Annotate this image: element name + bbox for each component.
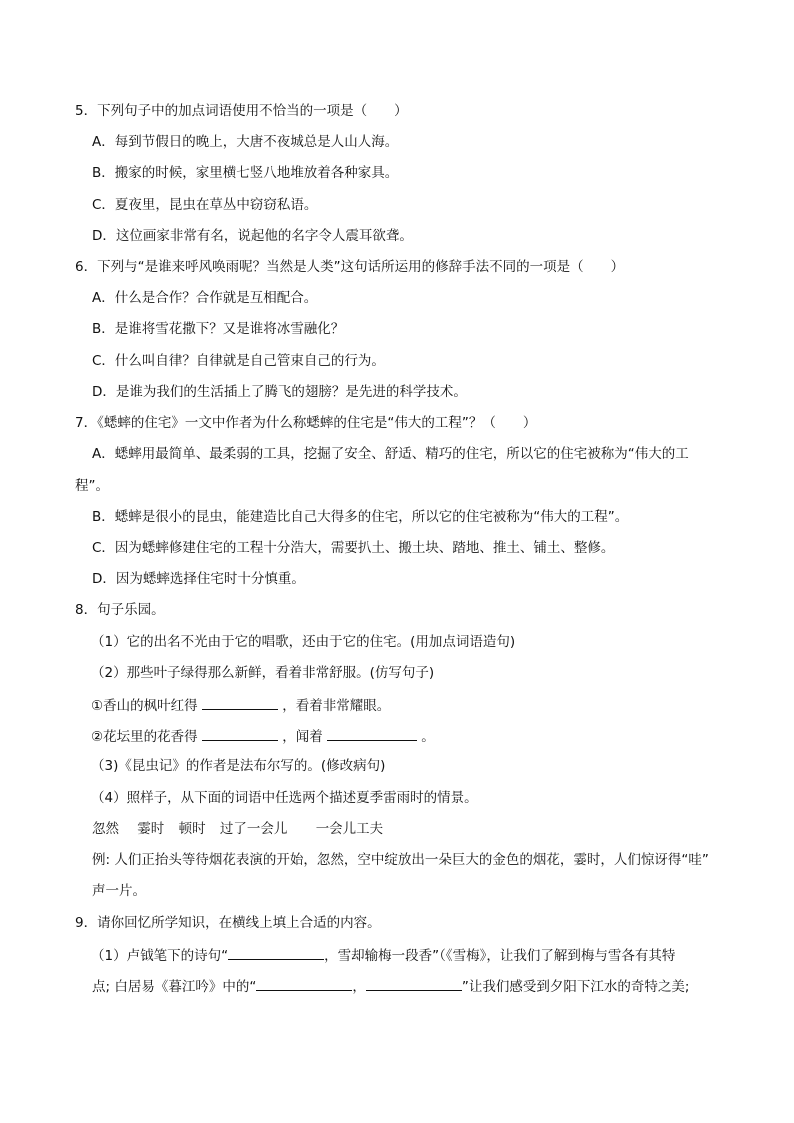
q7-option-a-cont: 程”。 xyxy=(75,478,109,494)
q8-word-list xyxy=(92,820,383,838)
q8-s2-blank-1[interactable] xyxy=(202,726,278,741)
q8-part-3: （3)《昆虫记》的作者是法布尔写的。(修改病句) xyxy=(91,758,386,774)
q6-option-d: D．是谁为我们的生活插上了腾飞的翅膀？是先进的科学技术。 xyxy=(92,384,467,400)
q9-p2-start: 点; 白居易《暮江吟》中的“ xyxy=(92,979,257,995)
q6-option-c: C．什么叫自律？自律就是自己管束自己的行为。 xyxy=(92,353,385,369)
q9-p1-mid: ，雪却输梅一段香”（《雪梅》，让我们了解到梅与雪各有其特 xyxy=(324,948,676,964)
q8-s1-start: ①香山的枫叶红得 xyxy=(91,698,198,714)
q8-s2-end: 。 xyxy=(421,729,435,745)
q8-example-cont: 声一片。 xyxy=(92,883,146,899)
q9-part-1 xyxy=(91,945,675,965)
q5-stem: 5．下列句子中的加点词语使用不恰当的一项是（ ） xyxy=(75,103,408,119)
q6-option-a: A．什么是合作？合作就是互相配合。 xyxy=(92,290,318,306)
q9-p2-blank-1[interactable] xyxy=(256,976,352,991)
q8-s2-mid: ，闻着 xyxy=(282,729,323,745)
q8-s1-end: ，看着非常耀眼。 xyxy=(282,698,391,714)
q8-word: 过了一会儿 xyxy=(219,821,288,837)
q5-option-d: D．这位画家非常有名，说起他的名字令人震耳欲聋。 xyxy=(92,228,413,244)
q5-option-c: C．夏夜里，昆虫在草丛中窃窃私语。 xyxy=(92,197,318,213)
q9-p2-comma: ， xyxy=(352,979,366,995)
q7-option-c: C．因为蟋蟀修建住宅的工程十分浩大，需要扒土、搬土块、踏地、推土、铺土、整修。 xyxy=(92,540,615,556)
q7-option-b: B．蟋蟀是很小的昆虫，能建造比自己大得多的住宅，所以它的住宅被称为“伟大的工程”。 xyxy=(92,509,629,525)
q9-part-1-cont xyxy=(92,976,689,996)
q6-stem: 6．下列与“是谁来呼风唤雨呢？当然是人类”这句话所运用的修辞手法不同的一项是（ ） xyxy=(75,259,625,275)
q8-word: 霎时 xyxy=(137,821,165,837)
q6-option-b: B．是谁将雪花撒下？又是谁将冰雪融化？ xyxy=(92,321,345,337)
q8-part-4: （4）照样子，从下面的词语中任选两个描述夏季雷雨时的情景。 xyxy=(91,790,478,806)
q8-sentence-1 xyxy=(91,695,390,715)
q7-option-a: A．蟋蟀用最简单、最柔弱的工具，挖掘了安全、舒适、精巧的住宅，所以它的住宅被称为“伟大的工 xyxy=(92,446,689,462)
q8-stem: 8．句子乐园。 xyxy=(75,602,165,618)
q8-part-2: （2）那些叶子绿得那么新鲜，看着非常舒服。(仿写句子) xyxy=(91,665,435,681)
q9-p1-start: （1）卢钺笔下的诗句“ xyxy=(91,948,229,964)
q9-stem: 9．请你回忆所学知识，在横线上填上合适的内容。 xyxy=(75,915,381,931)
q8-word: 忽然 xyxy=(92,821,119,837)
q5-option-b: B．搬家的时候，家里横七竖八地堆放着各种家具。 xyxy=(92,165,399,181)
q8-word: 一会儿工夫 xyxy=(315,821,384,837)
q8-s2-start: ②花坛里的花香得 xyxy=(91,729,198,745)
q8-s2-blank-2[interactable] xyxy=(327,726,417,741)
q9-p2-end: ”让我们感受到夕阳下江水的奇特之美; xyxy=(461,979,690,995)
q8-s1-blank[interactable] xyxy=(202,695,278,710)
q9-p1-blank[interactable] xyxy=(228,945,324,960)
q7-stem: 7．《蟋蟀的住宅》一文中作者为什么称蟋蟀的住宅是“伟大的工程”？（ ） xyxy=(75,415,537,431)
q5-option-a: A．每到节假日的晚上，大唐不夜城总是人山人海。 xyxy=(92,134,399,150)
q8-word: 顿时 xyxy=(178,821,206,837)
q9-p2-blank-2[interactable] xyxy=(366,976,462,991)
q8-sentence-2 xyxy=(91,726,435,746)
q8-example: 例: 人们正抬头等待烟花表演的开始，忽然，空中绽放出一朵巨大的金色的烟花，霎时，人们惊讶得“哇” xyxy=(92,852,709,868)
q7-option-d: D．因为蟋蟀选择住宅时十分慎重。 xyxy=(92,571,305,587)
q8-part-1: （1）它的出名不光由于它的唱歌，还由于它的住宅。(用加点词语造句) xyxy=(91,634,516,650)
